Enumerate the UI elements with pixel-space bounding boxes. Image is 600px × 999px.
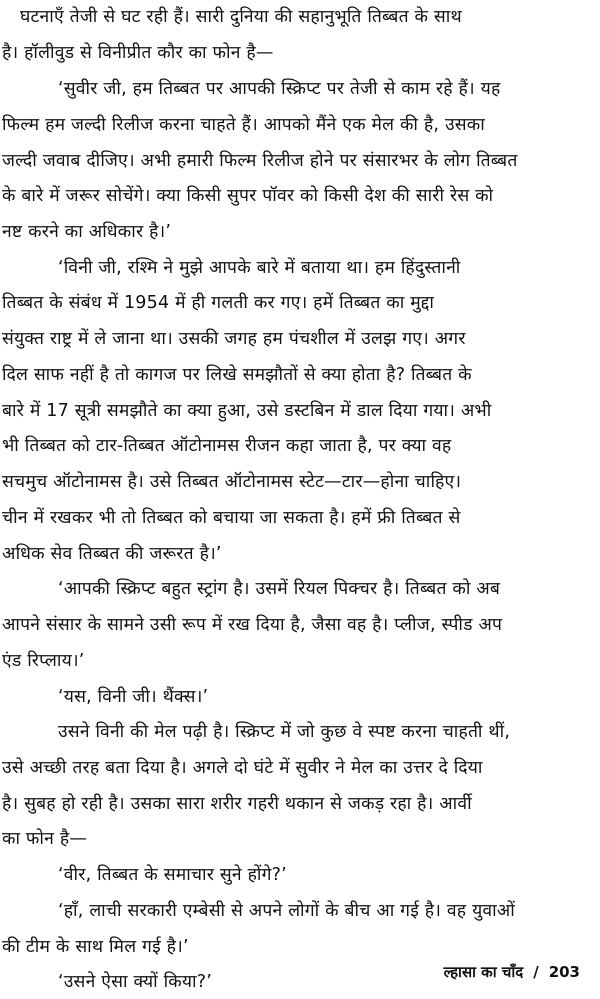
text-line: ‘वीर, तिब्बत के समाचार सुने होंगे?’: [58, 865, 287, 885]
text-line: सचमुच ऑटोनामस है। उसे तिब्बत ऑटोनामस स्टेट—टार—होना चाहिए।: [2, 472, 462, 492]
text-line: है। सुबह हो रही है। उसका सारा शरीर गहरी थकान से जकड़ रहा है। आर्वी: [2, 794, 472, 814]
text-line: आपने संसार के सामने उसी रूप में रख दिया है, जैसा वह है। प्लीज, स्पीड अप: [2, 615, 503, 635]
text-line: चीन में रखकर भी तो तिब्बत को बचाया जा सकता है। हमें फ्री तिब्बत से: [2, 508, 461, 528]
text-line: तिब्बत के संबंध में 1954 में ही गलती कर गए। हमें तिब्बत का मुद्दा: [2, 293, 435, 313]
text-line: नष्ट करने का अधिकार है।’: [2, 222, 172, 242]
text-line: की टीम के साथ मिल गई है।’: [2, 937, 189, 957]
text-line: ‘आपकी स्क्रिप्ट बहुत स्ट्रांग है। उसमें रियल पिक्चर है। तिब्बत को अब: [58, 579, 501, 599]
text-line: जल्दी जवाब दीजिए। अभी हमारी फिल्म रिलीज होने पर संसारभर के लोग तिब्बत: [2, 151, 518, 171]
text-line: ‘सुवीर जी, हम तिब्बत पर आपकी स्क्रिप्ट पर तेजी से काम रहे हैं। यह: [58, 79, 501, 99]
text-line: ‘विनी जी, रश्मि ने मुझे आपके बारे में बताया था। हम हिंदुस्तानी: [58, 258, 461, 278]
text-line: अधिक सेव तिब्बत की जरूरत है।’: [2, 544, 222, 564]
text-line: उसे अच्छी तरह बता दिया है। अगले दो घंटे में सुवीर ने मेल का उत्तर दे दिया: [2, 758, 483, 778]
text-line: फिल्म हम जल्दी रिलीज करना चाहते हैं। आपको मैंने एक मेल की है, उसका: [2, 115, 485, 135]
text-line: ‘उसने ऐसा क्यों किया?’: [58, 972, 212, 992]
text-line: संयुक्त राष्ट्र में ले जाना था। उसकी जगह हम पंचशील में उलझ गए। अगर: [2, 329, 466, 349]
text-line: दिल साफ नहीं है तो कागज पर लिखे समझौतों से क्या होता है? तिब्बत के: [2, 365, 472, 385]
footer-separator: /: [533, 963, 539, 981]
text-line: उसने विनी की मेल पढ़ी है। स्क्रिप्ट में जो कुछ वे स्पष्ट करना चाहती थीं,: [58, 722, 511, 742]
text-line: बारे में 17 सूत्री समझौते का क्या हुआ, उसे डस्टबिन में डाल दिया गया। अभी: [2, 401, 492, 421]
text-line: भी तिब्बत को टार-तिब्बत ऑटोनामस रीजन कहा जाता है, पर क्या वह: [2, 436, 452, 456]
page-footer: [444, 960, 580, 984]
text-line: है। हॉलीवुड से विनीप्रीत कौर का फोन है—: [2, 43, 274, 63]
text-line: के बारे में जरूर सोचेंगे। क्या किसी सुपर पॉवर को किसी देश की सारी रेस को: [2, 186, 494, 206]
text-line: ‘यस, विनी जी। थैंक्स।’: [58, 687, 209, 707]
page-number: 203: [548, 963, 580, 981]
text-line: ‘हाँ, लाची सरकारी एम्बेसी से अपने लोगों के बीच आ गई है। वह युवाओं: [58, 901, 515, 921]
text-line: घटनाएँ तेजी से घट रही हैं। सारी दुनिया की सहानुभूति तिब्बत के साथ: [20, 7, 462, 27]
text-line: का फोन है—: [2, 829, 88, 849]
book-title: ल्हासा का चाँद: [443, 963, 524, 981]
text-line: एंड रिप्लाय।’: [2, 651, 85, 671]
